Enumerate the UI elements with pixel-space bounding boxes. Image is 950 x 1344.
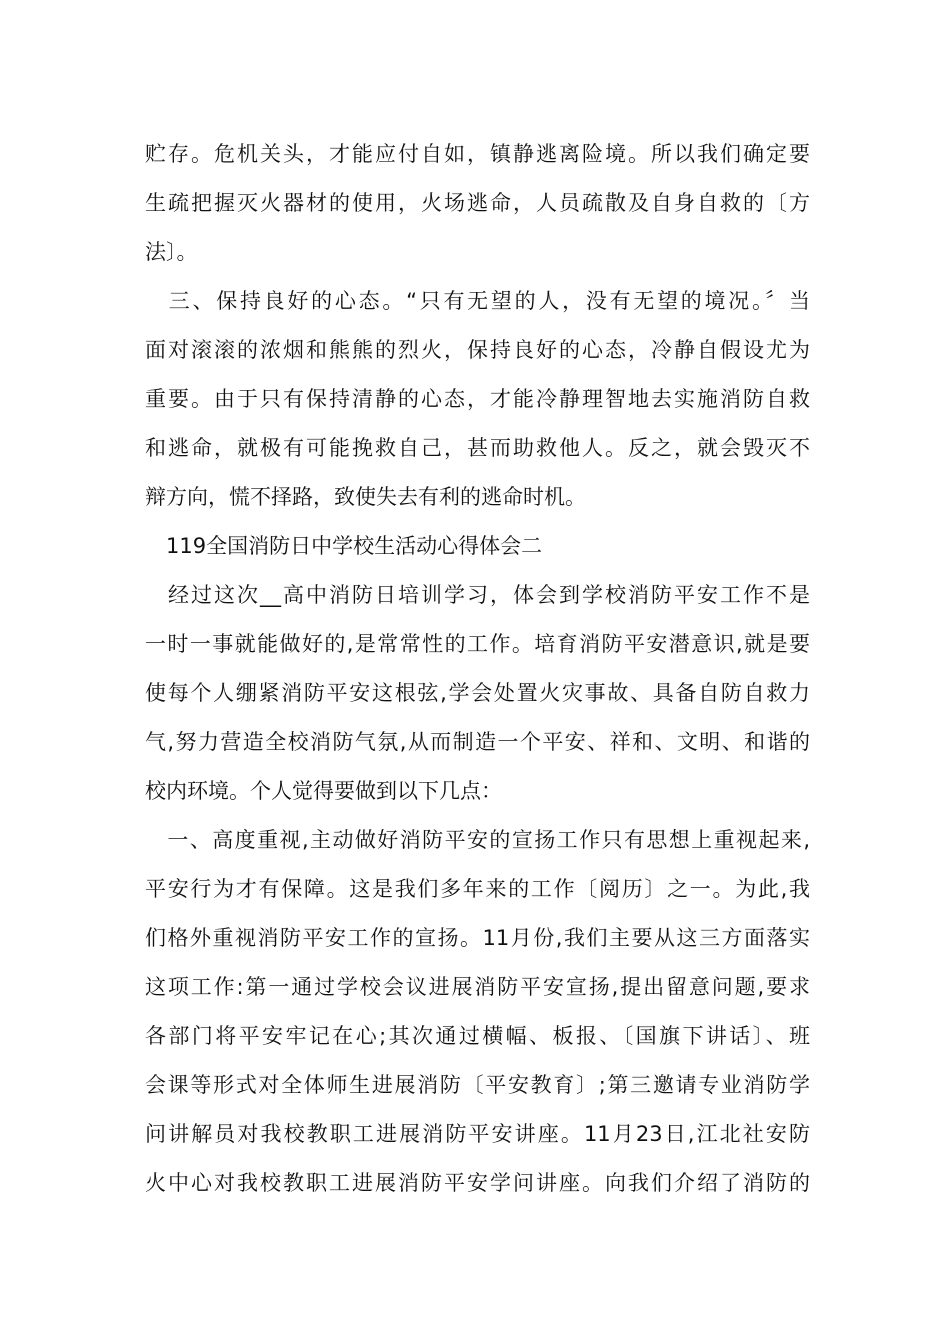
- text-line: 辩方向，慌不择路，致使失去有利的逃命时机。: [145, 485, 586, 509]
- section-heading: 119全国消防日中学校生活动心得体会二: [145, 534, 543, 558]
- text-line: 和逃命，就极有可能挽救自己，甚而助救他人。反之，就会毁灭不: [145, 436, 810, 460]
- text-line: 法〕。: [145, 240, 198, 264]
- text-line: 三、保持良好的心态。“只有无望的人，没有无望的境况。〞当: [145, 289, 810, 313]
- text-line: 问讲解员对我校教职工进展消防平安讲座。11月23日,江北社安防: [145, 1122, 810, 1146]
- text-line: 使每个人绷紧消防平安这根弦,学会处置火灾事故、具备自防自救力: [145, 681, 810, 705]
- text-line: 气,努力营造全校消防气氛,从而制造一个平安、祥和、文明、和谐的: [145, 730, 810, 754]
- text-line: 火中心对我校教职工进展消防平安学问讲座。向我们介绍了消防的: [145, 1171, 810, 1195]
- text-line: 各部门将平安牢记在心;其次通过横幅、板报、〔国旗下讲话〕、班: [145, 1024, 810, 1048]
- text-line: 这项工作:第一通过学校会议进展消防平安宣扬,提出留意问题,要求: [145, 975, 810, 999]
- text-line: 贮存。危机关头，才能应付自如，镇静逃离险境。所以我们确定要: [145, 142, 810, 166]
- text-line: 经过这次__高中消防日培训学习，体会到学校消防平安工作不是: [145, 583, 810, 607]
- text-line: 一、高度重视,主动做好消防平安的宣扬工作只有思想上重视起来,: [145, 828, 810, 852]
- text-line: 重要。由于只有保持清静的心态，才能冷静理智地去实施消防自救: [145, 387, 810, 411]
- text-line: 生疏把握灭火器材的使用，火场逃命，人员疏散及自身自救的〔方: [145, 191, 810, 215]
- text-line: 平安行为才有保障。这是我们多年来的工作〔阅历〕之一。为此,我: [145, 877, 810, 901]
- text-line: 会课等形式对全体师生进展消防〔平安教育〕;第三邀请专业消防学: [145, 1073, 810, 1097]
- text-line: 校内环境。个人觉得要做到以下几点：: [145, 779, 502, 803]
- text-line: 面对滚滚的浓烟和熊熊的烈火，保持良好的心态，冷静自假设尤为: [145, 338, 810, 362]
- body-text: [145, 130, 810, 1208]
- text-line: 们格外重视消防平安工作的宣扬。11月份,我们主要从这三方面落实: [145, 926, 810, 950]
- text-line: 一时一事就能做好的,是常常性的工作。培育消防平安潜意识,就是要: [145, 632, 810, 656]
